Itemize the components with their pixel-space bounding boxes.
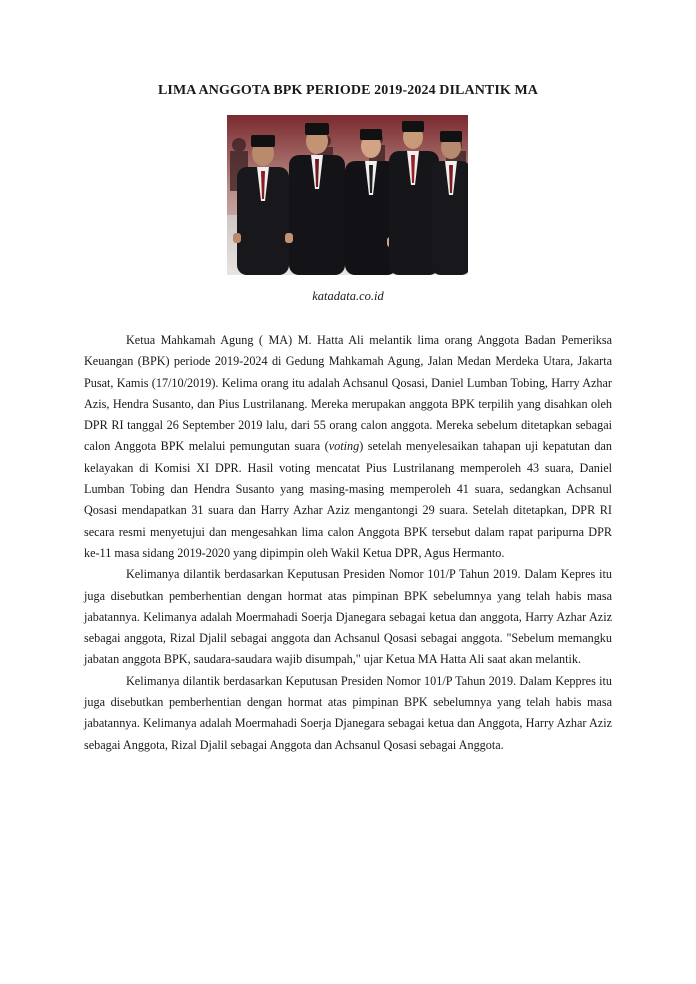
paragraph-1-text-start: Ketua Mahkamah Agung ( MA) M. Hatta Ali melantik lima orang Anggota Badan Pemeriksa Keuangan (BPK) periode 2019-2024 di Gedung Mahkamah Agung, Jalan Medan Merdeka Utara, Jakarta Pusat, Kamis (17/10/2019). Kelima orang itu adalah Achsanul Qosasi, Daniel Lumban Tobing, Harry Azhar Azis, Hendra Susanto, dan Pius Lustrilanang. Mereka merupakan anggota BPK terpilih yang disahkan oleh DPR RI tanggal 26 September 2019 lalu, dari 55 orang calon anggota. Mereka sebelum ditetapkan sebagai calon Anggota BPK melalui pemungutan suara ( (84, 333, 612, 454)
inauguration-photo (227, 115, 468, 275)
article-body (84, 330, 612, 756)
article-title: LIMA ANGGOTA BPK PERIODE 2019-2024 DILANTIK MA (157, 83, 539, 98)
paragraph-1 (84, 330, 612, 564)
image-caption: katadata.co.id (312, 289, 384, 303)
paragraph-1-text-end: ) setelah menyelesaikan tahapan uji kepatutan dan kelayakan di Komisi XI DPR. Hasil voting mencatat Pius Lustrilanang memperoleh 43 suara, Daniel Lumban Tobing dan Hendra Susanto yang masing-masing memperoleh 41 suara, sedangkan Achsanul Qosasi mendapatkan 31 suara dan Harry Azhar Aziz mengantongi 29 suara. Setelah ditetapkan, DPR RI secara resmi menyetujui dan mengesahkan lima calon Anggota BPK tersebut dalam rapat paripurna DPR ke-11 masa sidang 2019-2020 yang dipimpin oleh Wakil Ketua DPR, Agus Hermanto. (84, 439, 612, 560)
paragraph-1-italic-term: voting (328, 439, 360, 454)
paragraph-2: Kelimanya dilantik berdasarkan Keputusan Presiden Nomor 101/P Tahun 2019. Dalam Kepres itu juga disebutkan pemberhentian dengan hormat atas pimpinan BPK sebelumnya yang telah habis masa jabatannya. Kelimanya adalah Moermahadi Soerja Djanegara sebagai ketua dan anggota, Harry Azhar Aziz sebagai anggota, Rizal Djalil sebagai anggota dan Achsanul Qosasi sebagai anggota. "Sebelum memangku jabatan anggota BPK, saudara-saudara wajib disumpah," ujar Ketua MA Hatta Ali saat akan melantik. (84, 567, 612, 667)
paragraph-3: Kelimanya dilantik berdasarkan Keputusan Presiden Nomor 101/P Tahun 2019. Dalam Keppres itu juga disebutkan pemberhentian dengan hormat atas pimpinan BPK sebelumnya yang telah habis masa jabatannya. Kelimanya adalah Moermahadi Soerja Djanegara sebagai ketua dan Anggota, Harry Azhar Aziz sebagai Anggota, Rizal Djalil sebagai Anggota dan Achsanul Qosasi sebagai Anggota. (84, 673, 612, 752)
